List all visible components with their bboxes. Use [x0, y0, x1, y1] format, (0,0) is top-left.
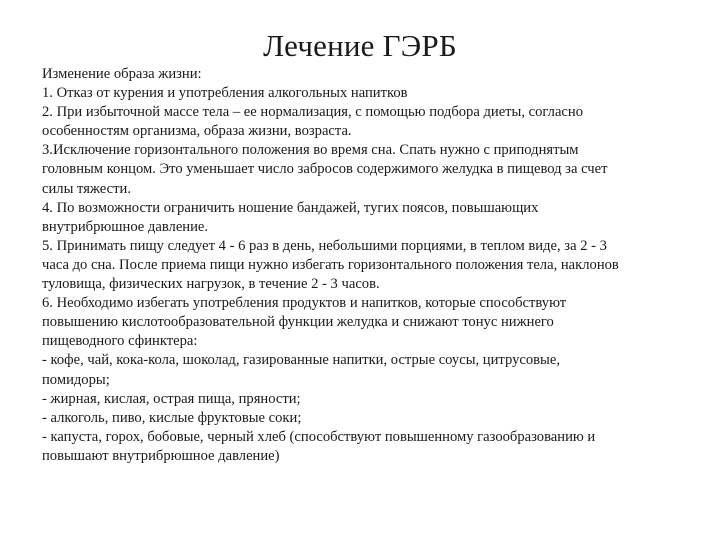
body-line-item-3-cont: головным концом. Это уменьшает число забросов содержимого желудка в пищевод за счет [42, 161, 608, 178]
body-line-intro: Изменение образа жизни: [42, 66, 202, 82]
body-line-item-4: 4. По возможности ограничить ношение бандажей, тугих поясов, повышающих [42, 199, 539, 216]
body-line-subitem-drinks-cont: помидоры; [42, 371, 110, 388]
body-line-item-5-cont: туловища, физических нагрузок, в течение 2 - 3 часов. [42, 276, 380, 293]
body-line-item-2-cont: особенностям организма, образа жизни, возраста. [42, 123, 352, 140]
body-line-subitem-drinks: - кофе, чай, кока-кола, шоколад, газированные напитки, острые соусы, цитрусовые, [42, 352, 560, 369]
body-line-item-6: 6. Необходимо избегать употребления продуктов и напитков, которые способствуют [42, 295, 567, 312]
slide-title: Лечение ГЭРБ [263, 28, 457, 63]
body-line-item-2: 2. При избыточной массе тела – ее нормализация, с помощью подбора диеты, согласно [42, 104, 584, 121]
body-line-subitem-alcohol: - алкоголь, пиво, кислые фруктовые соки; [42, 409, 302, 426]
body-line-item-6-cont: повышению кислотообразовательной функции желудка и снижают тонус нижнего [42, 314, 554, 331]
body-line-item-3: 3.Исключение горизонтального положения во время сна. Спать нужно с приподнятым [42, 142, 579, 159]
body-line-subitem-vegetables-cont: повышают внутрибрюшное давление) [42, 447, 280, 464]
body-line-item-5: 5. Принимать пищу следует 4 - 6 раз в день, небольшими порциями, в теплом виде, за 2 - 3 [42, 237, 607, 254]
body-line-subitem-food: - жирная, кислая, острая пища, пряности; [42, 390, 301, 407]
body-line-item-1: 1. Отказ от курения и употребления алкогольных напитков [42, 85, 408, 102]
body-line-item-3-cont: силы тяжести. [42, 180, 131, 197]
body-line-subitem-vegetables: - капуста, горох, бобовые, черный хлеб (способствуют повышенному газообразованию и [42, 428, 596, 445]
body-line-item-4-cont: внутрибрюшное давление. [42, 218, 209, 235]
slide-body [42, 65, 702, 466]
body-line-item-6-cont: пищеводного сфинктера: [42, 333, 198, 350]
body-line-item-5-cont: часа до сна. После приема пищи нужно избегать горизонтального положения тела, наклонов [42, 256, 619, 273]
